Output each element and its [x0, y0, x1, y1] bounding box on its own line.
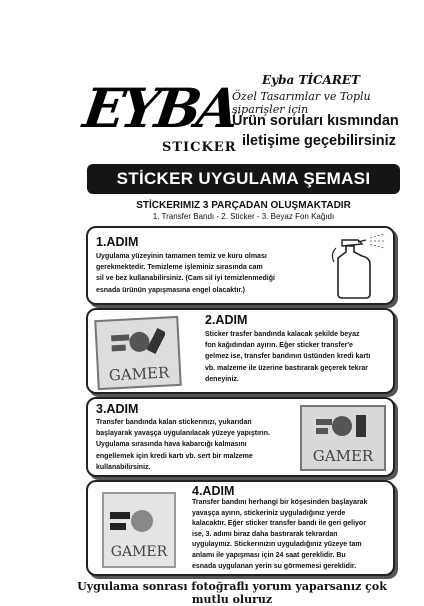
step-2-image-text: GAMER — [108, 363, 170, 385]
step-3-title: 3.ADIM — [96, 402, 139, 416]
contact-message-line2: iletişime geçebilirsiniz — [242, 133, 396, 149]
step-1-line: sil ve bez kullanabilirsiniz. (Cam sil iyi temizlenmediği — [96, 275, 275, 283]
logo-subtitle: STICKER — [162, 140, 237, 155]
step-3-line: Uygulama sırasında hava kabarcığı kalmasını — [96, 441, 247, 449]
gamer-graphic-icon — [314, 411, 370, 441]
step-4-box — [86, 480, 395, 576]
step-4-line: ise, 3. adımı biraz daha bastırarak tekrardan — [192, 530, 338, 538]
step-4-line: uygulayınız. Stickerınızın uyguladığınız yüzeye tam — [192, 541, 362, 549]
step-4-line: Transfer bandını herhangi bir köşesinden başlayarak — [192, 499, 368, 506]
step-4-title: 4.ADIM — [192, 484, 235, 498]
step-4-line: anlamı ile yapışması için 24 saat gereklidir. Bu — [192, 551, 346, 559]
step-2-line: Sticker trasfer bandında kalacak şekilde beyaz — [205, 331, 360, 338]
step-4-line: esnada uygulanan yerin su görmemesi gereklidir. — [192, 562, 357, 570]
step-3-text — [96, 417, 288, 473]
spray-bottle-icon — [316, 230, 386, 300]
step-1-text — [96, 251, 316, 296]
step-3-image-text: GAMER — [312, 447, 374, 465]
step-2-line: deneyiniz. — [205, 375, 239, 383]
step-3-line: Transfer bandında kalan stickerınızı, yukarıdan — [96, 419, 252, 426]
shop-name: Eyba TİCARET — [262, 73, 360, 87]
schema-banner — [87, 164, 400, 194]
step-1-line: gerekmektedir. Temizleme işleminiz sırasında cam — [96, 264, 263, 272]
step-1-line: esnada ürünün yapışmasına engel olacaktır.) — [96, 286, 245, 294]
step-1-box — [86, 226, 395, 305]
step-3-box — [86, 397, 395, 477]
step-2-line: gelmez ise, transfer bandının üstünden kredi kartı — [205, 353, 371, 361]
step-4-line: kalacaktır. Eğer sticker transfer bandı ile geri geliyor — [192, 520, 366, 528]
step-4-text — [192, 498, 392, 572]
step-1-title: 1.ADIM — [96, 235, 139, 249]
parts-list: 1. Transfer Bandı - 2. Sticker - 3. Beyaz Fon Kağıdı — [152, 212, 335, 221]
logo-wordmark: EYBA — [79, 76, 240, 140]
gamer-graphic-icon — [109, 325, 167, 360]
gamer-graphic-icon — [108, 504, 168, 538]
step-4-sticker-image — [102, 492, 176, 568]
step-2-line: fon kağıdından ayırın. Eğer sticker transfer'e — [205, 342, 353, 350]
step-1-line: Uygulama yüzeyinin tamamen temiz ve kuru olması — [96, 253, 267, 260]
footer-note: Uygulama sonrası fotoğraflı yorum yaparsanız çok mutlu oluruz — [77, 580, 387, 606]
parts-heading: STİCKERIMIZ 3 PARÇADAN OLUŞMAKTADIR — [136, 200, 351, 211]
step-2-title: 2.ADIM — [205, 313, 248, 327]
step-2-line: vb. malzeme ile üzerine bastırarak geçerek tekrar — [205, 364, 369, 372]
step-4-line: yavaşça ayırın, stickeriniz uyguladığınız yerde — [192, 509, 346, 517]
step-3-line: engellemek için kredi kartı vb. sert bir malzeme — [96, 452, 253, 460]
tagline: Özel Tasarımlar ve Toplu şiparişler için — [232, 90, 371, 116]
banner-title: STİCKER UYGULAMA ŞEMASI — [116, 169, 371, 188]
contact-message-line1: Ürün soruları kısmından — [232, 113, 399, 129]
step-3-line: başlayarak yavaşça uygulanılacak yüzeye yapıştırın. — [96, 430, 270, 438]
step-3-sticker-image — [300, 405, 386, 471]
step-2-sticker-image — [94, 316, 182, 390]
step-2-box — [86, 308, 395, 394]
step-3-line: kullanabilirsiniz. — [96, 463, 151, 471]
step-2-text — [205, 329, 391, 385]
step-4-image-text: GAMER — [110, 544, 168, 560]
